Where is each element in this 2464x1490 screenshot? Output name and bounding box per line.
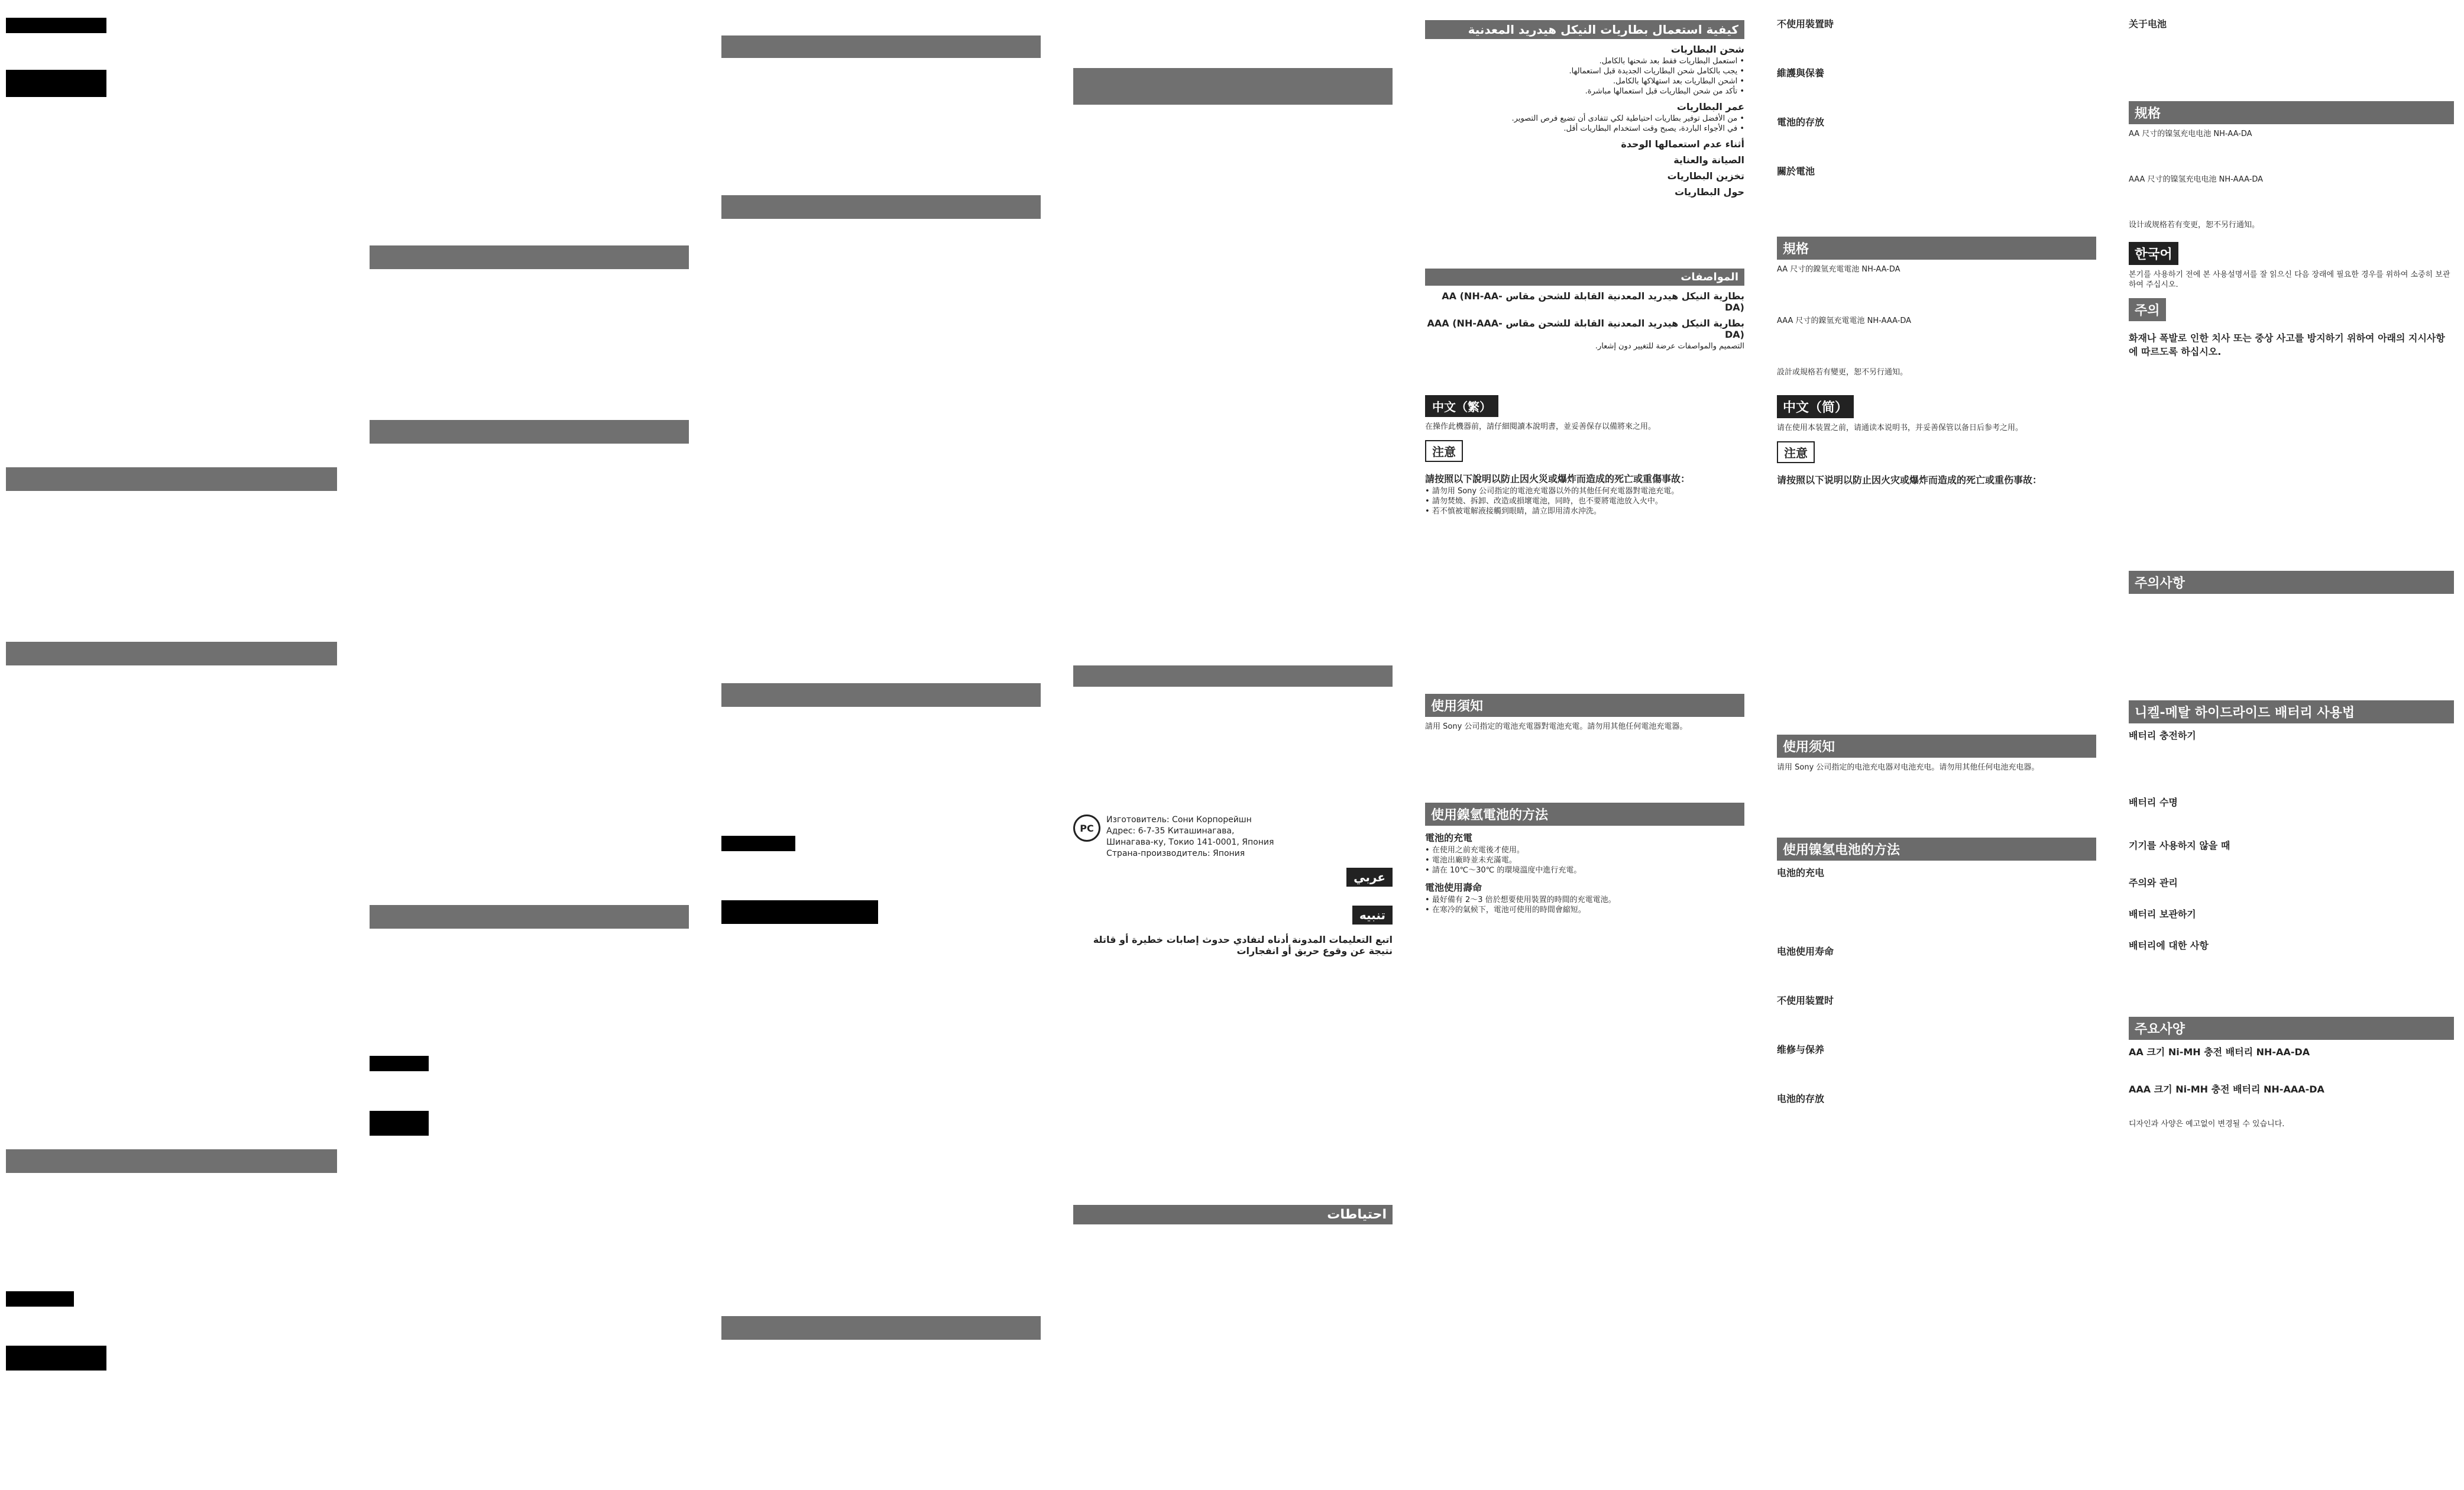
list-item: • 請勿焚燒、拆卸、改造或損壞電池，同時，也不要將電池放入火中。 — [1425, 496, 1744, 506]
subsection-title: 배터리 충전하기 — [2129, 730, 2196, 741]
list-item: • 請在 10℃～30℃ 的環境溫度中進行充電。 — [1425, 865, 1744, 875]
manufacturer-address: Адрес: 6-7-35 Киташинагава, — [1106, 826, 1235, 836]
warning-label: تنبيه — [1352, 906, 1393, 925]
subsection-title: 배터리 수명 — [2129, 797, 2178, 808]
list-item: • 在寒冷的氣候下，電池可使用的時間會縮短。 — [1425, 905, 1744, 915]
section-bar — [721, 195, 1041, 219]
subsection-title: شحن البطاريات — [1670, 44, 1744, 55]
manufacturer-country: Страна-производитель: Япония — [1106, 849, 1245, 858]
section-header: 주요사양 — [2129, 1017, 2454, 1040]
subsection-title: 电池使用寿命 — [1777, 946, 1834, 957]
column-russian-arabic — [1073, 807, 1393, 1490]
subsection-title: 배터리에 대한 사항 — [2129, 940, 2209, 951]
warning-label: 注意 — [1777, 441, 1815, 463]
spec-note: 디자인과 사양은 예고없이 변경될 수 있습니다. — [2129, 1120, 2285, 1129]
spec-title: AAA 尺寸的鎳氫充電電池 NH-AAA-DA — [1777, 316, 1912, 325]
subsection-title: 不使用裝置時 — [1777, 18, 1834, 30]
list-item: • من الأفضل توفير بطاريات احتياطية لكي تتفادى أن تضيع فرص التصوير. — [1425, 114, 1744, 124]
section-header: 中文（简） — [1777, 395, 1854, 418]
subsection-title: حول البطاريات — [1675, 186, 1744, 198]
redacted-block — [6, 1346, 106, 1371]
spec-title: AAA 尺寸的镍氢充电电池 NH-AAA-DA — [2129, 175, 2264, 184]
section-header: 使用須知 — [1425, 694, 1744, 717]
list-item: • 在使用之前充電後才使用。 — [1425, 845, 1744, 855]
spec-title: AA 尺寸的鎳氫充電電池 NH-AA-DA — [1777, 265, 1900, 274]
redacted-block — [721, 836, 795, 851]
subsection-title: 維護與保養 — [1777, 67, 1825, 79]
manufacturer-name: Изготовитель: Сони Корпорейшн — [1106, 815, 1252, 825]
section-bar — [721, 1316, 1041, 1340]
section-bar — [370, 245, 689, 269]
warning-lead: 请按照以下说明以防止因火灾或爆炸而造成的死亡或重伤事故： — [1777, 474, 2042, 486]
section-header: 한국어 — [2129, 242, 2178, 265]
subsection-title: 关于电池 — [2129, 18, 2167, 30]
subsection-title: 주의와 관리 — [2129, 877, 2178, 888]
section-header: 니켈-메탈 하이드라이드 배터리 사용법 — [2129, 700, 2454, 723]
subsection-title: تخزين البطاريات — [1667, 170, 1744, 182]
redacted-block — [6, 1291, 74, 1307]
subsection-title: 電池使用壽命 — [1425, 882, 1482, 893]
section-bar — [1073, 665, 1393, 687]
spec-title: بطارية النيكل هيدريد المعدنية القابلة للشحن مقاس AAA (NH-AAA-DA) — [1427, 318, 1744, 340]
section-bar — [6, 642, 337, 665]
column-zht-zhs — [1777, 12, 2096, 1479]
subsection-title: عمر البطاريات — [1676, 101, 1744, 112]
section-header: 規格 — [1777, 237, 2096, 260]
list-item: • اشحن البطاريات بعد استهلاكها بالكامل. — [1425, 76, 1744, 86]
redacted-block — [721, 900, 878, 924]
section-bar — [6, 467, 337, 491]
subsection-title: 기기를 사용하지 않을 때 — [2129, 840, 2230, 851]
list-item: • استعمل البطاريات فقط بعد شحنها بالكامل. — [1425, 56, 1744, 66]
section-bar — [370, 905, 689, 929]
redacted-block — [6, 70, 106, 97]
section-bar — [721, 35, 1041, 58]
redacted-block — [6, 18, 106, 33]
intro-text: 본기를 사용하기 전에 본 사용설명서를 잘 읽으신 다음 장래에 필요한 경우를 위하여 소중히 보관하여 주십시오. — [2129, 270, 2450, 289]
list-item: • 若不慎被電解液接觸到眼睛，請立即用清水沖洗。 — [1425, 506, 1744, 516]
list-item: • في الأجواء الباردة، يصبح وقت استخدام البطاريات أقل. — [1425, 124, 1744, 134]
subsection-title: 電池的存放 — [1777, 117, 1825, 128]
redacted-block — [370, 1056, 429, 1071]
subsection-title: 關於電池 — [1777, 166, 1815, 177]
subsection-title: الصيانة والعناية — [1673, 154, 1744, 166]
spec-title: AAA 크기 Ni-MH 충전 배터리 NH-AAA-DA — [2129, 1084, 2324, 1095]
section-bar — [1073, 68, 1393, 105]
spec-note: 設計或規格若有變更，恕不另行通知。 — [1777, 368, 1908, 377]
list-item: • تأكد من شحن البطاريات قبل استعمالها مباشرة. — [1425, 86, 1744, 96]
list-item: • يجب بالكامل شحن البطاريات الجديدة قبل استعمالها. — [1425, 66, 1744, 76]
subsection-title: 不使用装置时 — [1777, 995, 1834, 1006]
spec-title: AA 尺寸的镍氢充电电池 NH-AA-DA — [2129, 130, 2252, 138]
intro-text: 请在使用本装置之前，请通读本说明书，并妥善保管以备日后参考之用。 — [1777, 424, 2023, 432]
section-header: 使用镍氢电池的方法 — [1777, 838, 2096, 861]
section-header: 주의 — [2129, 298, 2166, 321]
spec-note: التصميم والمواصفات عرضة للتغيير دون إشعار. — [1595, 342, 1744, 351]
use-text: 请用 Sony 公司指定的电池充电器对电池充电。请勿用其他任何电池充电器。 — [1777, 763, 2039, 772]
subsection-title: 電池的充電 — [1425, 832, 1473, 843]
section-bar — [6, 1149, 337, 1173]
warning-label: 注意 — [1425, 440, 1463, 462]
spec-title: بطارية النيكل هيدريد المعدنية القابلة للشحن مقاس AA (NH-AA-DA) — [1442, 290, 1744, 313]
subsection-title: أثناء عدم استعمالها الوحدة — [1621, 138, 1744, 150]
column-zhs-ko — [2129, 12, 2454, 1479]
section-header: 使用鎳氫電池的方法 — [1425, 803, 1744, 826]
section-bar — [370, 420, 689, 444]
subsection-title: 배터리 보관하기 — [2129, 909, 2196, 920]
manufacturer-address: Шинагава-ку, Токио 141-0001, Япония — [1106, 838, 1274, 847]
section-header: 주의사항 — [2129, 571, 2454, 594]
warning-lead: 請按照以下說明以防止因火災或爆炸而造成的死亡或重傷事故： — [1425, 473, 1691, 484]
section-header: المواصفات — [1425, 269, 1744, 286]
spec-note: 设计或规格若有变更，恕不另行通知。 — [2129, 221, 2260, 230]
redacted-block — [370, 1111, 429, 1136]
list-item: • 最好備有 2～3 倍於想要使用裝置的時間的充電電池。 — [1425, 895, 1744, 905]
subsection-title: 维修与保养 — [1777, 1044, 1825, 1055]
pct-certification-logo: PC — [1073, 815, 1100, 842]
section-header: كيفية استعمال بطاريات النيكل هيدريد المعدنية — [1425, 20, 1744, 39]
spec-title: AA 크기 Ni-MH 충전 배터리 NH-AA-DA — [2129, 1046, 2310, 1058]
warning-lead: 화재나 폭발로 인한 치사 또는 중상 사고를 방지하기 위하여 아래의 지시사항에 따르도록 하십시오. — [2129, 332, 2445, 357]
subsection-title: 电池的充电 — [1777, 867, 1825, 878]
intro-text: 在操作此機器前，請仔細閱讀本說明書，並妥善保存以備將來之用。 — [1425, 422, 1656, 431]
warning-lead: اتبع التعليمات المدونة أدناه لتفادي حدوث إصابات خطيرة أو قاتلة نتيجة عن وقوع حريق أو انفجارات — [1093, 934, 1393, 956]
language-label-zht: 中文（繁） — [1425, 395, 1498, 417]
list-item: • 電池出廠時並未充滿電。 — [1425, 855, 1744, 865]
section-header: 规格 — [2129, 101, 2454, 124]
subsection-title: 电池的存放 — [1777, 1093, 1825, 1104]
manufacturer-info — [1073, 815, 1393, 859]
section-bar — [721, 683, 1041, 707]
use-text: 請用 Sony 公司指定的電池充電器對電池充電。請勿用其他任何電池充電器。 — [1425, 722, 1688, 731]
language-label-arabic: عربي — [1346, 868, 1393, 887]
list-item: • 請勿用 Sony 公司指定的電池充電器以外的其他任何充電器對電池充電。 — [1425, 486, 1744, 496]
column-arabic-zht — [1425, 12, 1744, 1479]
section-header: احتياطات — [1073, 1205, 1393, 1224]
section-header: 使用须知 — [1777, 735, 2096, 758]
